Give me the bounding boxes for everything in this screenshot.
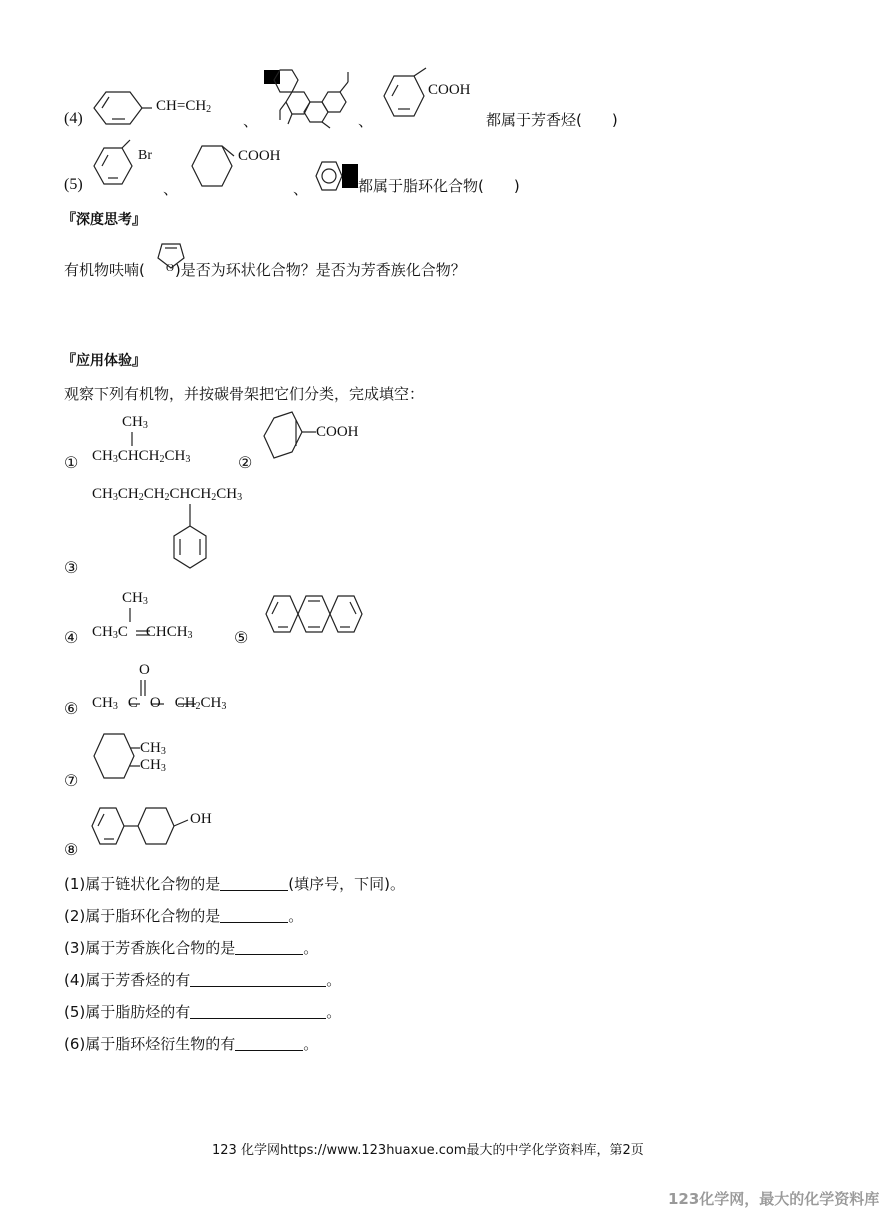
- compound-3-formula: $CH_3CH_2CH_2CHCH_2CH_3$: [92, 486, 243, 503]
- answer-blank[interactable]: [190, 1004, 326, 1019]
- compound-8-structure: [88, 802, 198, 854]
- compound-6-label: ⑥: [64, 701, 79, 718]
- compound-3-label: ③: [64, 560, 79, 577]
- benzoic-acid-structure: [380, 74, 428, 122]
- separator: 、: [358, 112, 374, 130]
- question-5: (5)属于脂肪烃的有 。: [64, 1003, 342, 1021]
- answer-blank[interactable]: [235, 1036, 303, 1051]
- separator: 、: [243, 112, 259, 130]
- compound-8-oh: OH: [190, 811, 212, 827]
- page-footer: 123 化学网https://www.123huaxue.com最大的中学化学资料库，第2页: [212, 1143, 644, 1158]
- compound-8-label: ⑧: [64, 842, 79, 859]
- compound-7-methyl-1: $CH_3$: [140, 740, 166, 757]
- compound-4-methyl: $CH_3$: [122, 590, 148, 607]
- compound-1-formula: $CH_3CHCH_2CH_3$: [92, 448, 191, 465]
- br-label: Br: [138, 148, 152, 163]
- compound-7-label: ⑦: [64, 773, 79, 790]
- compound-2-ring: [262, 412, 322, 468]
- furan-question: 有机物呋喃( )是否为环状化合物？是否为芳香族化合物？: [64, 261, 466, 279]
- compound-4-formula: $CH_3C$ $CHCH_3$: [92, 624, 193, 641]
- answer-blank[interactable]: [235, 940, 303, 955]
- separator: 、: [163, 180, 179, 198]
- question-2: (2)属于脂环化合物的是 。: [64, 907, 304, 925]
- cooh-label: COOH: [238, 148, 281, 164]
- compound-3-phenyl: [170, 504, 214, 576]
- separator: 、: [293, 180, 309, 198]
- compound-6-carbonyl-o: O: [139, 662, 150, 678]
- bromobenzene-structure: [90, 142, 138, 190]
- styrene-structure: [92, 88, 152, 128]
- cooh-label: COOH: [428, 82, 471, 98]
- benzocyclobutene-structure: [312, 160, 360, 194]
- compound-4-label: ④: [64, 630, 79, 647]
- furan-oxygen-label: O: [166, 262, 174, 274]
- compound-2-label: ②: [238, 455, 253, 472]
- application-heading: 『应用体验』: [62, 353, 146, 369]
- compound-6-formula: $CH_3$ C O $CH_2CH_3$: [92, 695, 227, 712]
- question-4: (4)属于芳香烃的有 。: [64, 971, 342, 989]
- question-1: (1)属于链状化合物的是 (填序号，下同)。: [64, 875, 405, 893]
- styrene-formula: $CH=CH_2$: [156, 98, 212, 115]
- compound-1-bond: [130, 432, 134, 448]
- answer-blank[interactable]: [220, 908, 288, 923]
- compound-7-methyl-2: $CH_3$: [140, 757, 166, 774]
- compound-5-label: ⑤: [234, 630, 249, 647]
- polycyclic-aromatic-structure: [258, 66, 358, 126]
- compound-1-label: ①: [64, 455, 79, 472]
- question-6: (6)属于脂环烃衍生物的有 。: [64, 1035, 319, 1053]
- compound-5-anthracene: [258, 592, 362, 640]
- cyclohexanecarboxylic-acid-structure: [190, 142, 240, 192]
- question-3: (3)属于芳香族化合物的是 。: [64, 939, 319, 957]
- item-5-label: (5): [64, 176, 83, 193]
- answer-blank[interactable]: [190, 972, 326, 987]
- application-intro: 观察下列有机物，并按碳骨架把它们分类，完成填空：: [64, 385, 425, 403]
- compound-2-cooh: COOH: [316, 424, 359, 440]
- answer-blank[interactable]: [220, 876, 288, 891]
- compound-7-ring: [90, 730, 142, 784]
- compound-1-methyl: $CH_3$: [122, 414, 148, 431]
- item-4-label: (4): [64, 110, 83, 127]
- watermark: 123化学网，最大的化学资料库: [668, 1190, 880, 1208]
- deep-thinking-heading: 『深度思考』: [62, 212, 146, 228]
- item-4-statement: 都属于芳香烃( ): [486, 111, 618, 129]
- item-5-statement: 都属于脂环化合物( ): [358, 177, 520, 195]
